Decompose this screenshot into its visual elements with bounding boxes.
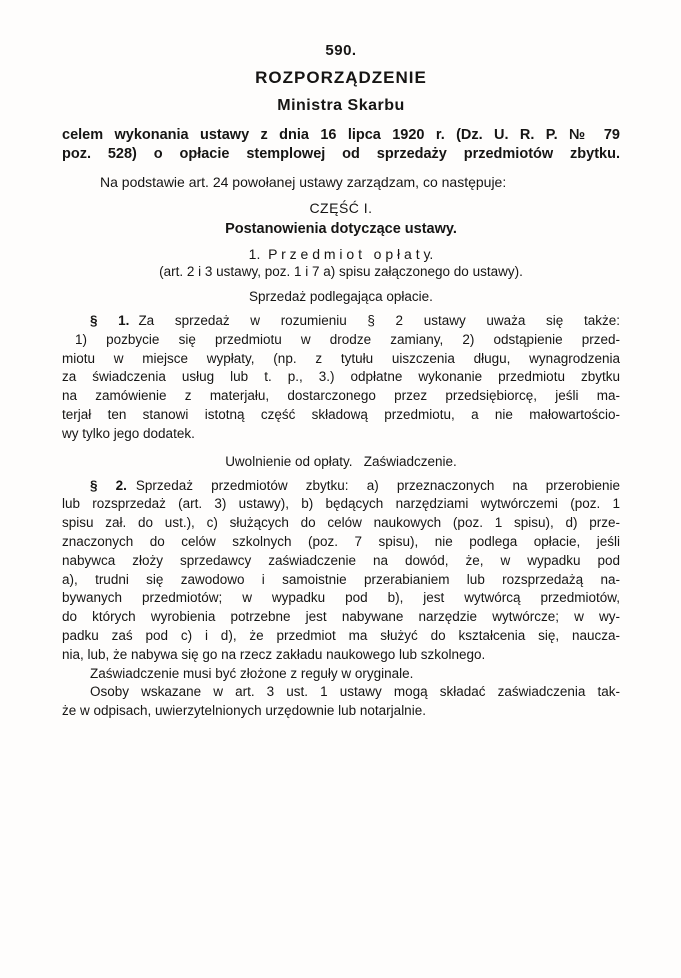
decree-title: ROZPORZĄDZENIE: [255, 68, 427, 87]
paragraph-2-marker: § 2.: [90, 477, 127, 493]
paragraph-1-line: terjał ten stanowi istotną część składową przedmiotu, a nie małowartościo-: [62, 406, 620, 422]
paragraph-2-line: bywanych przedmiotów; w wypadku pod b), jest wytwórcą przedmiotów,: [62, 590, 620, 606]
decree-issuer: Ministra Skarbu: [277, 97, 405, 114]
act-number: 590.: [325, 42, 357, 59]
paragraph-2-line: nia, lub, że nabywa się go na rzecz zakładu naukowego lub szkolnego.: [62, 646, 486, 662]
caption-exemption: Uwolnienie od opłaty. Zaświadczenie.: [225, 453, 457, 469]
paragraph-1-first-text: Za sprzedaż w rozumieniu § 2 ustawy uważa się także:: [138, 313, 620, 328]
paragraph-4: [62, 683, 620, 721]
preamble: [62, 126, 620, 164]
paragraph-2-first-text: Sprzedaż przedmiotów zbytku: a) przeznaczonych na przerobienie: [135, 477, 620, 493]
paragraph-2-line: do których wyrobienia potrzebne jest nabywane narzędzie wytwórcze; w wy-: [62, 609, 620, 625]
paragraph-2-line: spisu zał. do ust.), c) służących do celów naukowych (poz. 1 spisu), d) prze-: [62, 515, 620, 531]
paragraph-2-first-line: [62, 477, 620, 496]
paragraph-3: Zaświadczenie musi być złożone z reguły w oryginale.: [90, 665, 414, 681]
paragraph-2-line: lub rozsprzedaż (art. 3) ustawy), b) będących narzędziami wytwórczemi (poz. 1: [62, 496, 620, 512]
paragraph-4-line: że w odpisach, uwierzytelnionych urzędownie lub notarjalnie.: [62, 703, 426, 719]
part-subheading: Postanowienia dotyczące ustawy.: [225, 221, 457, 237]
paragraph-1: [62, 312, 620, 444]
paragraph-2-line: padku zaś pod c) i d), że przedmiot ma służyć do kształcenia się, naucza-: [62, 627, 620, 643]
preamble-line: poz. 528) o opłacie stemplowej od sprzedaży przedmiotów zbytku.: [62, 146, 620, 162]
paragraph-2: [62, 477, 620, 665]
paragraph-2-line: znaczonych do celów szkolnych (poz. 7 spisu), nie podlega opłacie, jeśli: [62, 533, 620, 549]
paragraph-1-first-line: [62, 312, 620, 331]
article-note: (art. 2 i 3 ustawy, poz. 1 i 7 a) spisu załączonego do ustawy).: [159, 264, 523, 279]
paragraph-1-line: miotu w miejsce wypłaty, (np. z tytułu uiszczenia długu, wynagrodzenia: [62, 350, 620, 366]
part-heading: CZĘŚĆ I.: [309, 200, 373, 216]
article-heading: 1. P r z e d m i o t o p ł a t y.: [248, 246, 434, 262]
paragraph-4-line: Osoby wskazane w art. 3 ust. 1 ustawy mogą składać zaświadczenia tak-: [90, 684, 620, 700]
paragraph-1-line: za świadczenia usług lub t. p., 3.) odpłatne wykonanie przedmiotu zbytku: [62, 369, 620, 385]
paragraph-1-marker: § 1.: [90, 313, 130, 328]
paragraph-1-line: na zamówienie z materjału, dostarczonego przez przedsiębiorcę, jeśli ma-: [62, 388, 620, 404]
preamble-line: celem wykonania ustawy z dnia 16 lipca 1920 r. (Dz. U. R. P. № 79: [62, 127, 620, 143]
paragraph-1-line: wy tylko jego dodatek.: [62, 425, 195, 441]
intro-paragraph: Na podstawie art. 24 powołanej ustawy zarządzam, co następuje:: [100, 174, 507, 190]
paragraph-2-line: a), trudni się zawodowo i samoistnie przerabianiem lub rozsprzedażą na-: [62, 571, 620, 587]
paragraph-1-line: 1) pozbycie się przedmiotu w drodze zamiany, 2) odstąpienie przed-: [75, 331, 620, 347]
caption-sale-subject: Sprzedaż podlegająca opłacie.: [249, 289, 433, 304]
paragraph-2-line: nabywca złoży sprzedawcy zaświadczenie na dowód, że, w wypadku pod: [62, 552, 620, 568]
